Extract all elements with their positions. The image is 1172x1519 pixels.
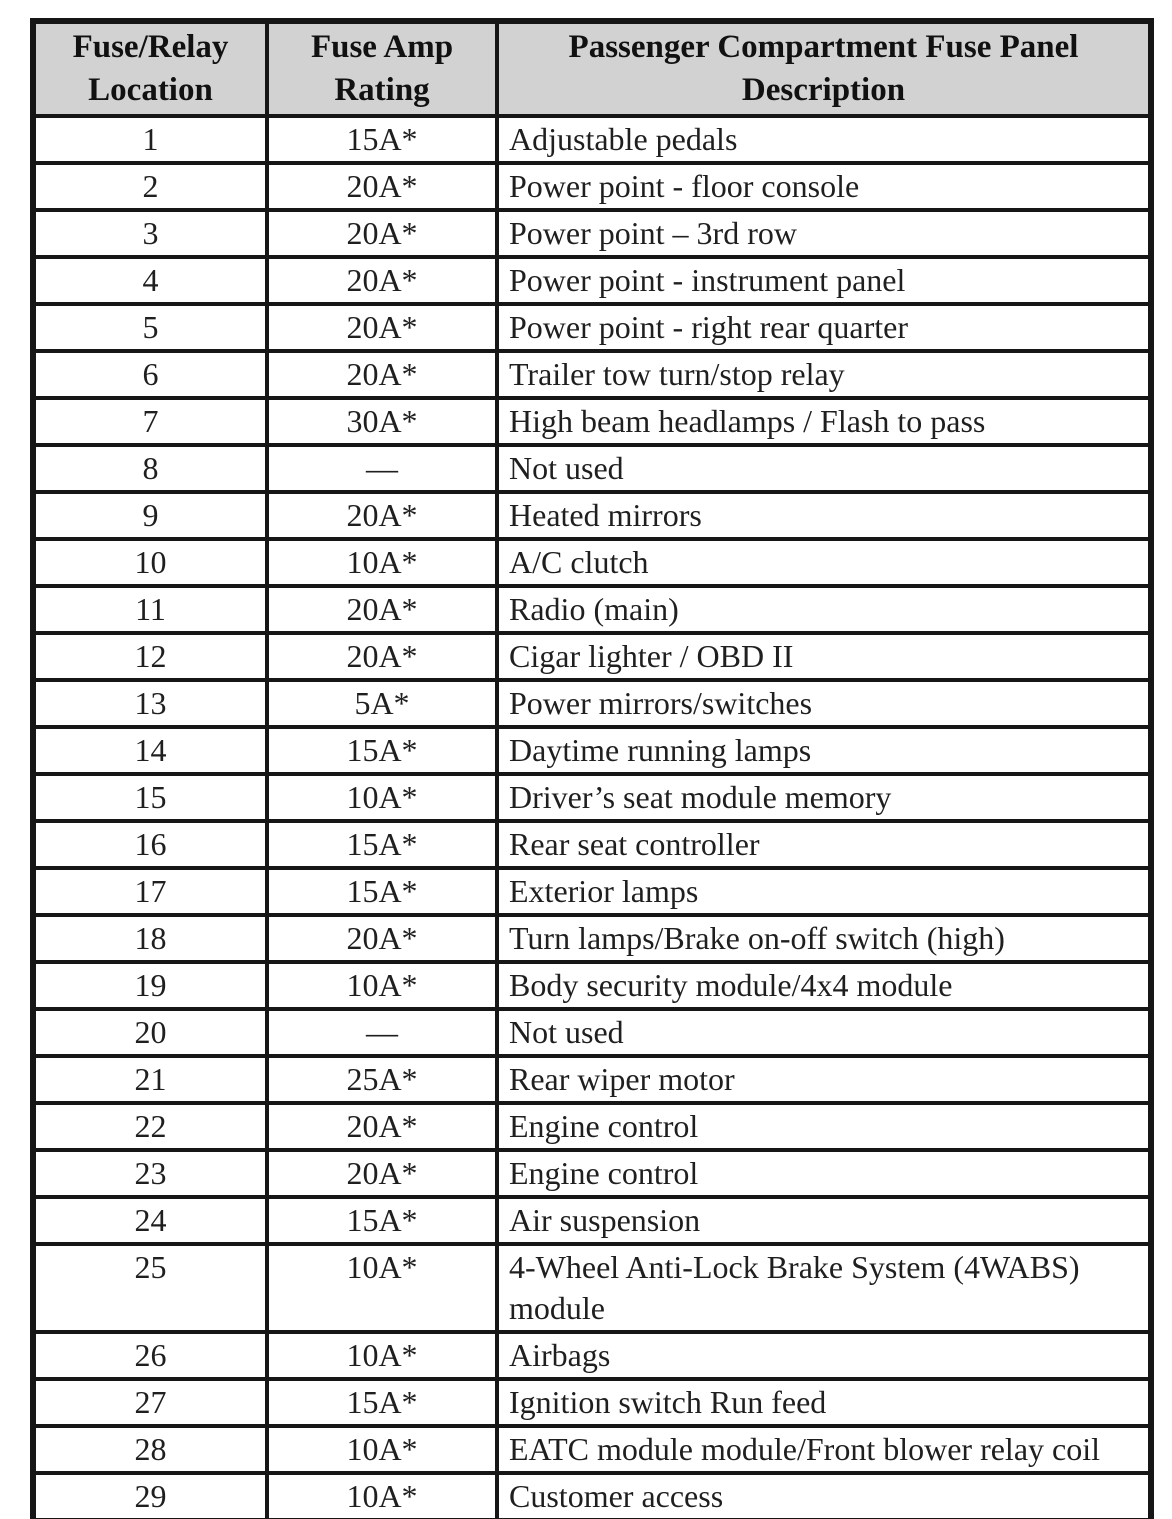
fuse-description-cell: Heated mirrors xyxy=(497,492,1151,539)
fuse-amp-rating-cell: 10A* xyxy=(267,962,497,1009)
fuse-description-cell: Body security module/4x4 module xyxy=(497,962,1151,1009)
fuse-location-cell: 23 xyxy=(33,1150,267,1197)
fuse-description-cell: Radio (main) xyxy=(497,586,1151,633)
fuse-description-cell: Rear seat controller xyxy=(497,821,1151,868)
fuse-location-cell: 14 xyxy=(33,727,267,774)
table-row xyxy=(33,915,1151,962)
fuse-amp-rating-cell: — xyxy=(267,445,497,492)
table-row xyxy=(33,1056,1151,1103)
fuse-amp-rating-cell: 20A* xyxy=(267,492,497,539)
fuse-location-cell: 1 xyxy=(33,116,267,163)
fuse-description-cell: Trailer tow turn/stop relay xyxy=(497,351,1151,398)
fuse-amp-rating-cell: 15A* xyxy=(267,1197,497,1244)
fuse-description-cell: Daytime running lamps xyxy=(497,727,1151,774)
fuse-amp-rating-cell: 15A* xyxy=(267,727,497,774)
table-row xyxy=(33,821,1151,868)
fuse-amp-rating-cell: 10A* xyxy=(267,774,497,821)
table-row xyxy=(33,163,1151,210)
fuse-amp-rating-cell: 25A* xyxy=(267,1056,497,1103)
fuse-description-cell: Turn lamps/Brake on-off switch (high) xyxy=(497,915,1151,962)
fuse-amp-rating-cell: 15A* xyxy=(267,116,497,163)
fuse-location-cell: 11 xyxy=(33,586,267,633)
fuse-amp-rating-cell: 10A* xyxy=(267,1244,497,1332)
fuse-location-cell: 22 xyxy=(33,1103,267,1150)
fuse-amp-rating-cell: 20A* xyxy=(267,351,497,398)
fuse-amp-rating-cell: 20A* xyxy=(267,1150,497,1197)
fuse-location-cell: 17 xyxy=(33,868,267,915)
fuse-location-cell: 15 xyxy=(33,774,267,821)
table-row xyxy=(33,445,1151,492)
table-row xyxy=(33,210,1151,257)
table-row xyxy=(33,1332,1151,1379)
fuse-description-cell: Not used xyxy=(497,445,1151,492)
fuse-amp-rating-cell: 15A* xyxy=(267,868,497,915)
fuse-amp-rating-cell: 30A* xyxy=(267,398,497,445)
fuse-description-cell: Power point - instrument panel xyxy=(497,257,1151,304)
table-row xyxy=(33,1379,1151,1426)
fuse-location-cell: 9 xyxy=(33,492,267,539)
fuse-amp-rating-cell: 15A* xyxy=(267,1379,497,1426)
table-row xyxy=(33,351,1151,398)
fuse-amp-rating-cell: 20A* xyxy=(267,915,497,962)
fuse-location-cell: 24 xyxy=(33,1197,267,1244)
fuse-description-cell: Cigar lighter / OBD II xyxy=(497,633,1151,680)
fuse-description-cell: Exterior lamps xyxy=(497,868,1151,915)
table-row xyxy=(33,1009,1151,1056)
table-row xyxy=(33,116,1151,163)
fuse-table-body xyxy=(33,116,1151,1519)
fuse-location-cell: 12 xyxy=(33,633,267,680)
fuse-location-cell: 27 xyxy=(33,1379,267,1426)
fuse-location-cell: 29 xyxy=(33,1473,267,1519)
col-header-description: Passenger Compartment Fuse Panel Description xyxy=(497,21,1151,116)
fuse-description-cell: Engine control xyxy=(497,1150,1151,1197)
table-row xyxy=(33,586,1151,633)
fuse-description-cell: EATC module module/Front blower relay coil xyxy=(497,1426,1151,1473)
col-header-fuse-relay-location: Fuse/Relay Location xyxy=(33,21,267,116)
fuse-location-cell: 21 xyxy=(33,1056,267,1103)
fuse-amp-rating-cell: 10A* xyxy=(267,1473,497,1519)
fuse-location-cell: 10 xyxy=(33,539,267,586)
fuse-description-cell: Power point – 3rd row xyxy=(497,210,1151,257)
fuse-description-cell: Ignition switch Run feed xyxy=(497,1379,1151,1426)
fuse-description-cell: Airbags xyxy=(497,1332,1151,1379)
fuse-location-cell: 6 xyxy=(33,351,267,398)
fuse-location-cell: 8 xyxy=(33,445,267,492)
fuse-location-cell: 28 xyxy=(33,1426,267,1473)
fuse-amp-rating-cell: 20A* xyxy=(267,210,497,257)
col-header-fuse-amp-rating: Fuse Amp Rating xyxy=(267,21,497,116)
fuse-location-cell: 25 xyxy=(33,1244,267,1332)
table-row xyxy=(33,1103,1151,1150)
fuse-description-cell: Rear wiper motor xyxy=(497,1056,1151,1103)
table-row xyxy=(33,1426,1151,1473)
fuse-description-cell: Power point - right rear quarter xyxy=(497,304,1151,351)
fuse-location-cell: 26 xyxy=(33,1332,267,1379)
table-row xyxy=(33,1244,1151,1332)
fuse-location-cell: 18 xyxy=(33,915,267,962)
fuse-amp-rating-cell: 5A* xyxy=(267,680,497,727)
fuse-amp-rating-cell: 10A* xyxy=(267,539,497,586)
table-row xyxy=(33,1473,1151,1519)
fuse-description-cell: Power point - floor console xyxy=(497,163,1151,210)
table-row xyxy=(33,398,1151,445)
table-row xyxy=(33,1150,1151,1197)
fuse-amp-rating-cell: — xyxy=(267,1009,497,1056)
fuse-description-cell: High beam headlamps / Flash to pass xyxy=(497,398,1151,445)
fuse-location-cell: 3 xyxy=(33,210,267,257)
fuse-amp-rating-cell: 20A* xyxy=(267,257,497,304)
table-row xyxy=(33,868,1151,915)
table-row xyxy=(33,727,1151,774)
fuse-location-cell: 7 xyxy=(33,398,267,445)
header-row xyxy=(33,21,1151,116)
fuse-amp-rating-cell: 10A* xyxy=(267,1426,497,1473)
fuse-description-cell: Not used xyxy=(497,1009,1151,1056)
fuse-amp-rating-cell: 20A* xyxy=(267,586,497,633)
fuse-location-cell: 20 xyxy=(33,1009,267,1056)
table-row xyxy=(33,304,1151,351)
fuse-location-cell: 13 xyxy=(33,680,267,727)
fuse-location-cell: 19 xyxy=(33,962,267,1009)
table-row xyxy=(33,962,1151,1009)
fuse-amp-rating-cell: 20A* xyxy=(267,304,497,351)
fuse-description-cell: Adjustable pedals xyxy=(497,116,1151,163)
fuse-description-cell: Engine control xyxy=(497,1103,1151,1150)
table-row xyxy=(33,1197,1151,1244)
fuse-description-cell: Customer access xyxy=(497,1473,1151,1519)
fuse-description-cell: A/C clutch xyxy=(497,539,1151,586)
fuse-amp-rating-cell: 10A* xyxy=(267,1332,497,1379)
table-row xyxy=(33,633,1151,680)
table-row xyxy=(33,774,1151,821)
fuse-location-cell: 5 xyxy=(33,304,267,351)
fuse-location-cell: 2 xyxy=(33,163,267,210)
fuse-description-cell: 4-Wheel Anti-Lock Brake System (4WABS) module xyxy=(497,1244,1151,1332)
fuse-location-cell: 4 xyxy=(33,257,267,304)
table-row xyxy=(33,539,1151,586)
fuse-panel-table xyxy=(30,18,1154,1519)
fuse-description-cell: Power mirrors/switches xyxy=(497,680,1151,727)
table-row xyxy=(33,257,1151,304)
fuse-location-cell: 16 xyxy=(33,821,267,868)
fuse-description-cell: Driver’s seat module memory xyxy=(497,774,1151,821)
fuse-description-cell: Air suspension xyxy=(497,1197,1151,1244)
fuse-amp-rating-cell: 20A* xyxy=(267,1103,497,1150)
fuse-amp-rating-cell: 15A* xyxy=(267,821,497,868)
fuse-amp-rating-cell: 20A* xyxy=(267,633,497,680)
table-row xyxy=(33,680,1151,727)
table-row xyxy=(33,492,1151,539)
fuse-amp-rating-cell: 20A* xyxy=(267,163,497,210)
